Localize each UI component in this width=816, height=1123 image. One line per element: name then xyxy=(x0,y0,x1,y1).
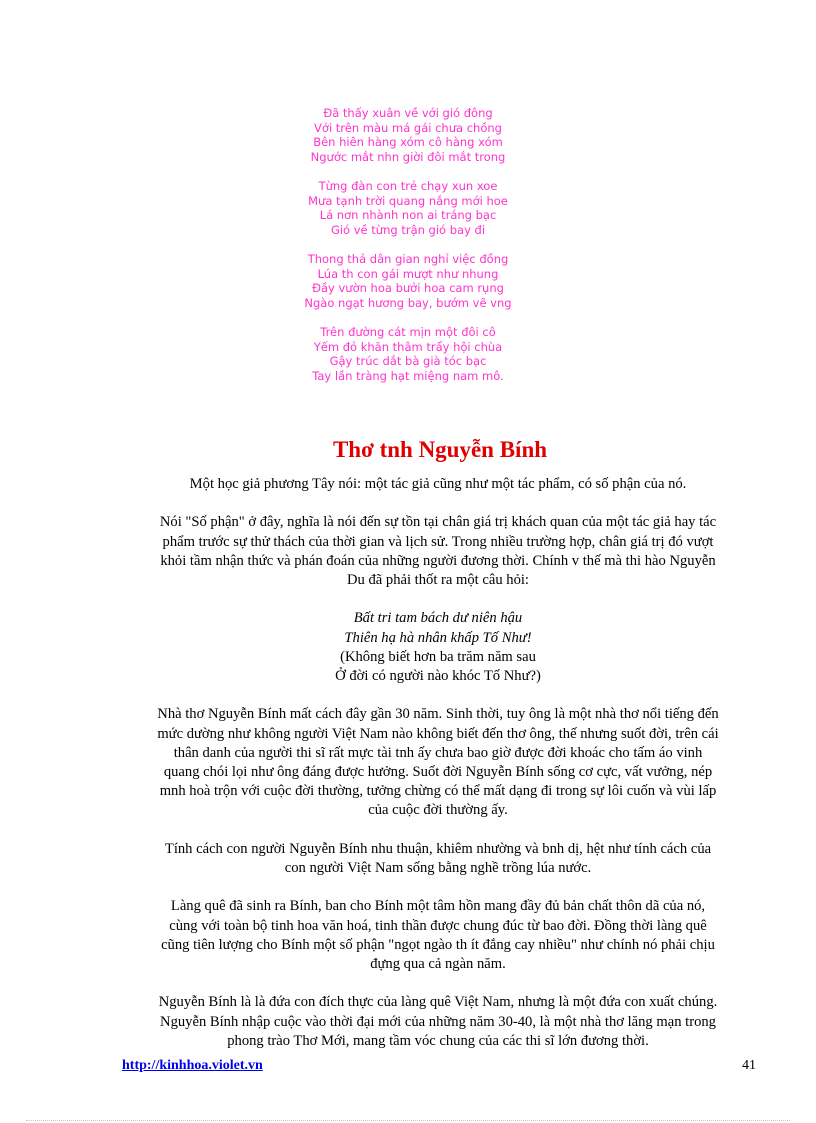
poem-line: Ngước mắt nhn giời đôi mắt trong xyxy=(310,149,506,164)
paragraph-line: Du đã phải thốt ra một câu hỏi: xyxy=(347,572,529,588)
paragraph xyxy=(118,705,758,820)
poem-line: Lá nơn nhành non ai tráng bạc xyxy=(319,208,497,223)
poem-line: Lúa th con gái mượt như nhung xyxy=(317,266,499,281)
paragraph-line: Tính cách con người Nguyễn Bính nhu thuận, khiêm nhường và bnh dị, hệt như tính cách của xyxy=(164,840,712,857)
paragraph-line: đựng qua cả ngàn năm. xyxy=(370,956,506,972)
poem-line: Yếm đỏ khăn thâm trẩy hội chùa xyxy=(313,339,503,354)
paragraph-line: cùng với toàn bộ tinh hoa văn hoá, tinh thần được chung đúc từ bao đời. Đồng thời làng quê xyxy=(169,917,707,934)
footer-website-link[interactable]: http://kinhhoa.violet.vn xyxy=(122,1058,263,1073)
paragraph-line: Nguyễn Bính là là đứa con đích thực của làng quê Việt Nam, nhưng là một đứa con xuất chúng. xyxy=(158,994,718,1011)
paragraph-line: mức dường như không người Việt Nam nào không biết đến thơ ông, thế nhưng suốt đời, trên cái xyxy=(157,725,719,742)
poem xyxy=(0,106,816,398)
paragraph xyxy=(118,840,758,878)
paragraph-line: của cuộc đời thường ấy. xyxy=(368,802,508,819)
paragraph-line: Nhà thơ Nguyễn Bính mất cách đây gần 30 năm. Sinh thời, tuy ông là một nhà thơ nổi tiếng đến xyxy=(157,706,719,723)
poem-line: Đã thấy xuân về với gió đông xyxy=(323,106,493,120)
poem-line: Đầy vườn hoa bưởi hoa cam rụng xyxy=(312,281,504,296)
verse-line: Bất tri tam bách dư niên hậu xyxy=(353,610,523,627)
verse-translation-line: Ở đời có người nào khóc Tố Như?) xyxy=(335,668,541,684)
paragraph-line: Nguyễn Bính nhập cuộc vào thời đại mới của những năm 30-40, là một nhà thơ lăng mạn trong xyxy=(160,1013,716,1030)
verse-translation-line: (Không biết hơn ba trăm năm sau xyxy=(340,648,536,665)
page-bottom-divider xyxy=(26,1120,790,1121)
paragraph xyxy=(118,513,758,590)
paragraph xyxy=(118,993,758,1051)
paragraph xyxy=(118,475,758,494)
poem-line: Bên hiên hàng xóm cô hàng xóm xyxy=(313,135,503,150)
paragraph-line: phẩm trước sự thử thách của thời gian và lịch sử. Trong nhiều trường hợp, chân giá trị đó vượt xyxy=(162,533,714,550)
poem-line: Trên đường cát mịn một đôi cô xyxy=(320,324,496,339)
quoted-verse xyxy=(118,609,758,686)
poem-stanza xyxy=(0,325,816,383)
paragraph-line: con người Việt Nam sống bằng nghề trồng lúa nước. xyxy=(284,860,592,876)
page-number: 41 xyxy=(742,1058,756,1073)
poem-line: Với trên màu má gái chưa chồng xyxy=(314,120,502,135)
paragraph-line: thân danh của người thi sĩ rất mực tài tnh ấy chưa bao giờ được đời khoác cho tấm áo vinh xyxy=(173,744,703,761)
article-body xyxy=(118,475,758,1070)
poem-line: Tay lần tràng hạt miệng nam mô. xyxy=(312,368,504,383)
paragraph xyxy=(118,897,758,974)
poem-line: Thong thả dân gian nghỉ việc đồng xyxy=(307,251,509,266)
paragraph-line: mnh hoà trộn với cuộc đời thường, tưởng chừng có thể mất dạng đi trong sự lôi cuốn và vùi lấp xyxy=(159,783,717,800)
poem-stanza xyxy=(0,252,816,310)
paragraph-line: Nói "Số phận" ở đây, nghĩa là nói đến sự tồn tại chân giá trị khách quan của một tác giả hay tác xyxy=(159,514,717,531)
verse-line: Thiên hạ hà nhân khấp Tố Như! xyxy=(344,629,532,646)
paragraph-line: phong trào Thơ Mới, mang tầm vóc chung của các thi sĩ lớn đương thời. xyxy=(227,1032,649,1049)
paragraph-line: quang chói lọi như ông đáng được hưởng. Suốt đời Nguyễn Bính sống cơ cực, vất vưởng, nép xyxy=(163,764,713,780)
poem-line: Mưa tạnh trời quang nắng mới hoe xyxy=(308,193,508,208)
paragraph-line: Một học giả phương Tây nói: một tác giả cũng như một tác phẩm, có số phận của nó. xyxy=(189,476,687,492)
poem-stanza xyxy=(0,179,816,237)
poem-line: Gió về từng trận gió bay đi xyxy=(330,222,486,237)
paragraph-line: khỏi tầm nhận thức và phán đoán của những người đương thời. Chính v thế mà thi hào Nguyễn xyxy=(160,552,716,569)
poem-stanza xyxy=(0,106,816,164)
poem-line: Gậy trúc dắt bà già tóc bạc xyxy=(329,354,487,369)
paragraph-line: cũng tiên lượng cho Bính một số phận "ngọt ngào th ít đắng cay nhiều" như chính nó phải chịu xyxy=(161,936,715,953)
article-title: Thơ tnh Nguyễn Bính xyxy=(332,437,548,462)
poem-line: Ngào ngạt hương bay, bướm vẽ vng xyxy=(304,295,512,310)
paragraph-line: Làng quê đã sinh ra Bính, ban cho Bính một tâm hồn mang đầy đủ bản chất thôn dã của nó, xyxy=(170,898,706,915)
poem-line: Từng đàn con trẻ chạy xun xoe xyxy=(318,178,498,193)
